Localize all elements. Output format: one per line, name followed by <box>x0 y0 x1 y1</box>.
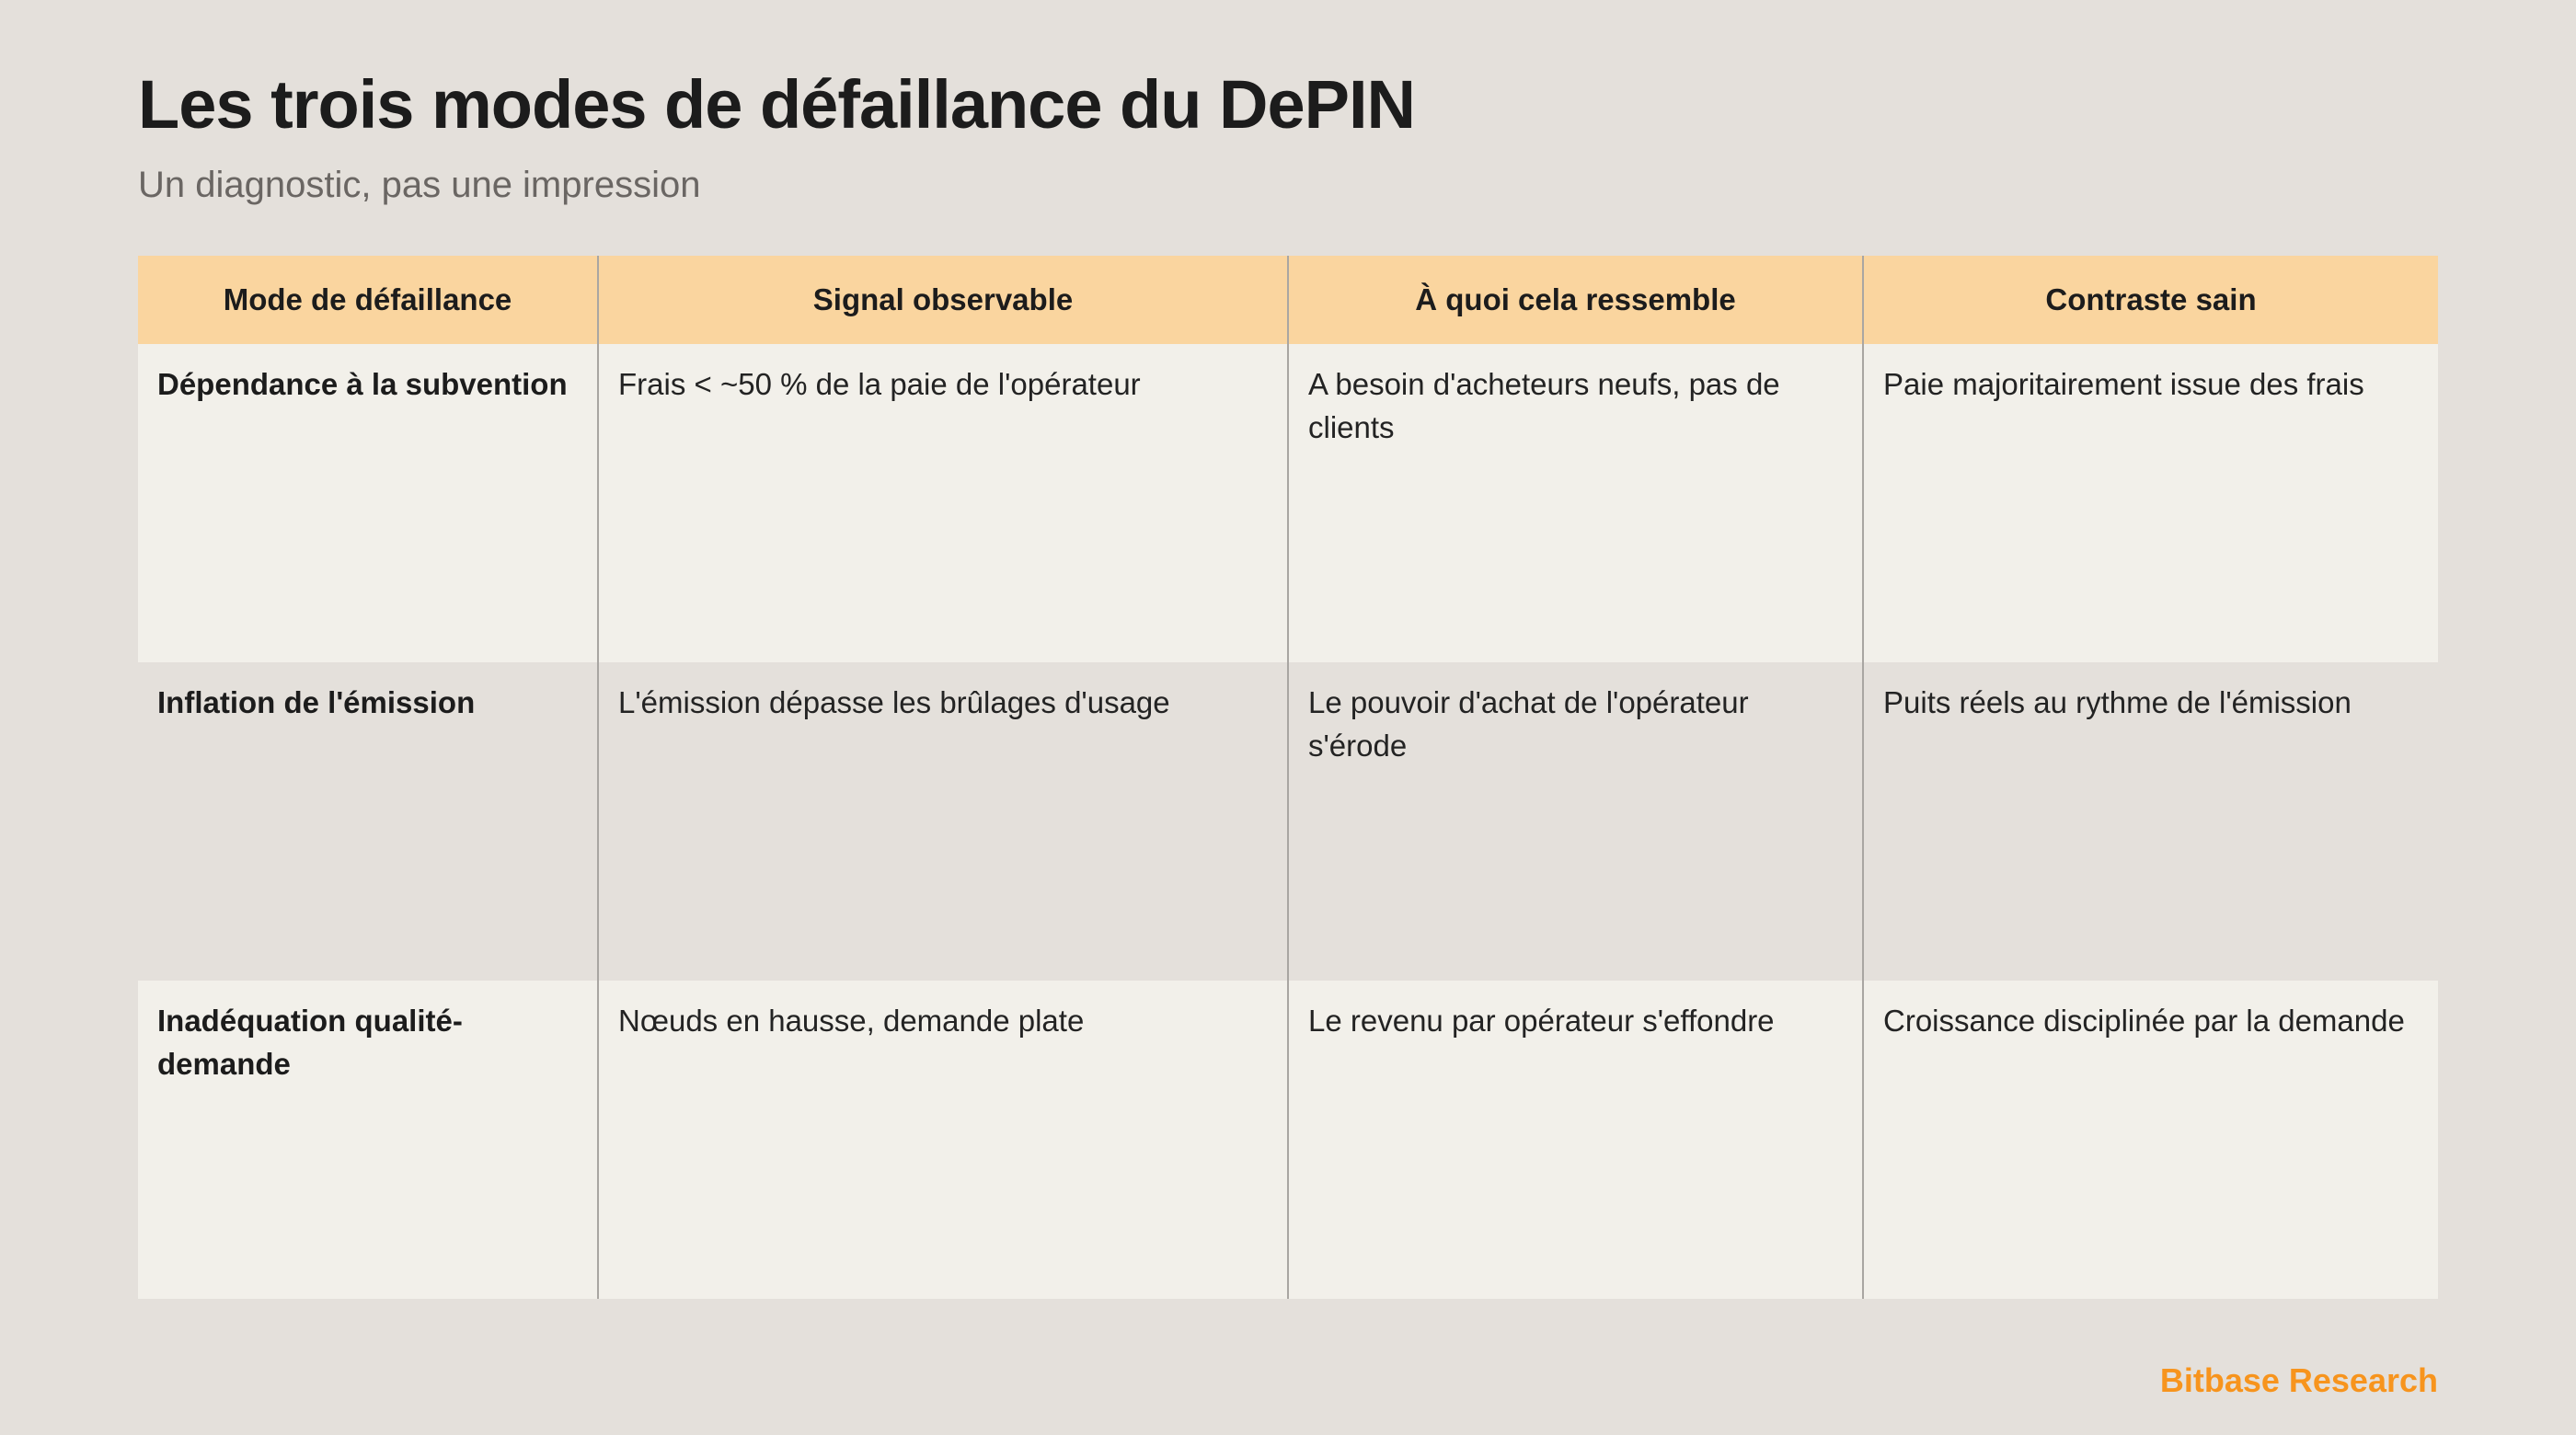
cell-looks-like: Le revenu par opérateur s'effondre <box>1288 981 1863 1299</box>
cell-signal: Nœuds en hausse, demande plate <box>598 981 1288 1299</box>
table-row <box>138 344 2438 662</box>
cell-looks-like: A besoin d'acheteurs neufs, pas de clients <box>1288 344 1863 662</box>
failure-modes-table <box>138 256 2438 1299</box>
column-header-healthy: Contraste sain <box>1863 256 2438 344</box>
table-body <box>138 344 2438 1299</box>
cell-looks-like: Le pouvoir d'achat de l'opérateur s'érode <box>1288 662 1863 981</box>
page-subtitle: Un diagnostic, pas une impression <box>138 165 701 205</box>
brand-label: Bitbase Research <box>2159 1361 2438 1399</box>
table-header <box>138 256 2438 344</box>
cell-mode: Dépendance à la subvention <box>138 344 598 662</box>
column-header-looks-like: À quoi cela ressemble <box>1288 256 1863 344</box>
table-row <box>138 662 2438 981</box>
column-header-mode: Mode de défaillance <box>138 256 598 344</box>
cell-mode: Inadéquation qualité-demande <box>138 981 598 1299</box>
table-header-row <box>138 256 2438 344</box>
cell-healthy: Croissance disciplinée par la demande <box>1863 981 2438 1299</box>
cell-healthy: Puits réels au rythme de l'émission <box>1863 662 2438 981</box>
cell-healthy: Paie majoritairement issue des frais <box>1863 344 2438 662</box>
cell-signal: Frais < ~50 % de la paie de l'opérateur <box>598 344 1288 662</box>
cell-mode: Inflation de l'émission <box>138 662 598 981</box>
table-row <box>138 981 2438 1299</box>
page-title: Les trois modes de défaillance du DePIN <box>138 66 1415 143</box>
cell-signal: L'émission dépasse les brûlages d'usage <box>598 662 1288 981</box>
column-header-signal: Signal observable <box>598 256 1288 344</box>
